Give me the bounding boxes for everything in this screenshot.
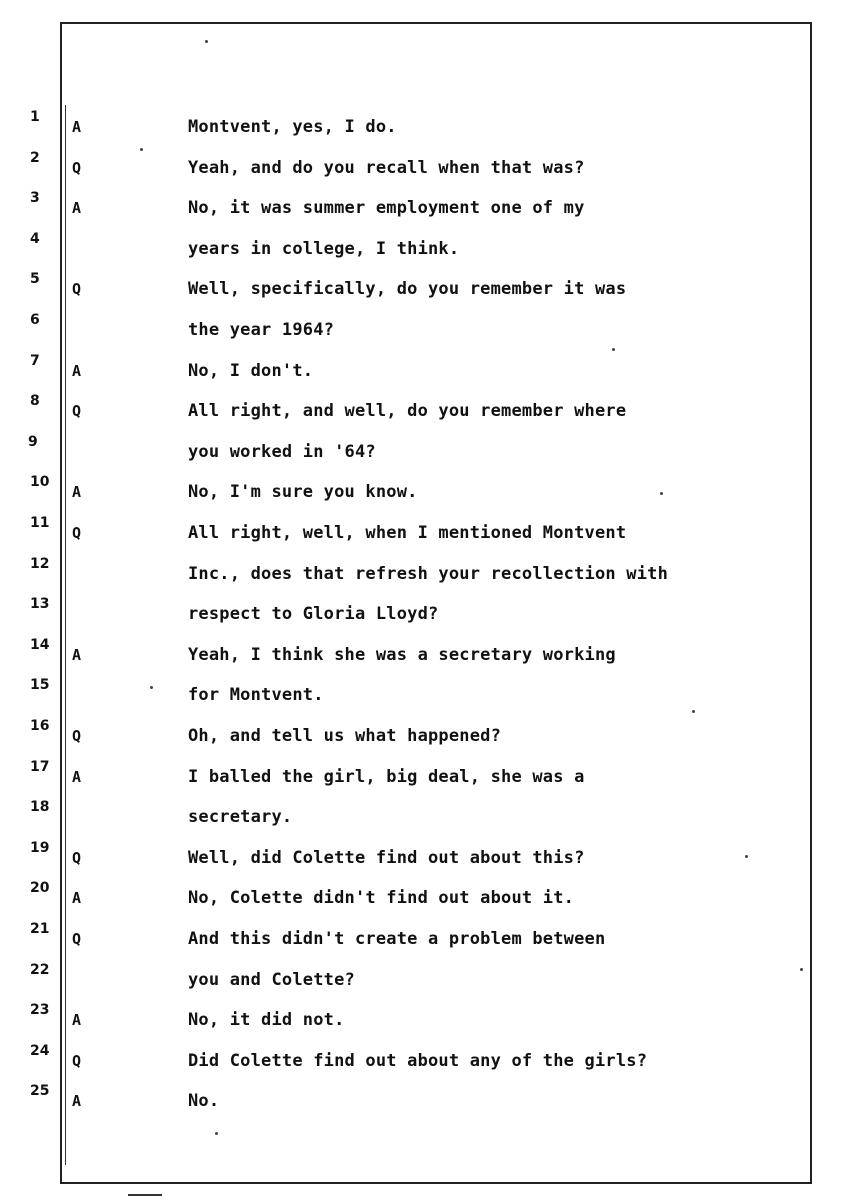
speaker-label: Q xyxy=(72,1051,82,1070)
transcript-line xyxy=(0,677,860,708)
line-number: 19 xyxy=(30,839,50,856)
speaker-label: A xyxy=(72,767,82,786)
testimony-text: the year 1964? xyxy=(188,320,335,340)
testimony-text: No, it was summer employment one of my xyxy=(188,198,585,219)
speaker-label: A xyxy=(72,1011,82,1030)
transcript-line xyxy=(0,1083,860,1114)
line-number: 1 xyxy=(30,109,40,125)
testimony-text: No, I'm sure you know. xyxy=(188,482,418,503)
line-number: 15 xyxy=(30,677,50,694)
transcript-line xyxy=(0,393,860,424)
testimony-text: Did Colette find out about any of the girls? xyxy=(188,1050,648,1071)
testimony-text: Yeah, I think she was a secretary working xyxy=(188,644,616,665)
line-number: 18 xyxy=(30,799,50,816)
transcript-line xyxy=(0,433,860,465)
transcript-line xyxy=(0,555,860,587)
testimony-text: No, it did not. xyxy=(188,1010,345,1031)
speaker-label: Q xyxy=(72,158,82,177)
scan-speck xyxy=(612,348,615,351)
transcript-line xyxy=(0,474,860,505)
transcript-line xyxy=(0,839,860,871)
scan-speck xyxy=(660,492,663,495)
transcript-line xyxy=(0,596,860,627)
transcript-line xyxy=(0,230,860,262)
testimony-text: No, Colette didn't find out about it. xyxy=(188,888,575,909)
speaker-label: Q xyxy=(72,727,82,745)
line-number: 14 xyxy=(30,636,50,653)
line-number: 23 xyxy=(30,1002,50,1019)
transcript-line xyxy=(0,636,860,668)
testimony-text: All right, and well, do you remember where xyxy=(188,401,627,422)
line-number: 24 xyxy=(30,1042,50,1059)
testimony-text: I balled the girl, big deal, she was a xyxy=(188,766,585,787)
transcript-line xyxy=(0,109,860,140)
testimony-text: All right, well, when I mentioned Montvent xyxy=(188,523,627,543)
transcript-line xyxy=(0,718,860,749)
speaker-label: Q xyxy=(72,848,82,867)
footer-mark xyxy=(128,1194,162,1196)
transcript-line xyxy=(0,312,860,343)
transcript-line xyxy=(0,1042,860,1074)
testimony-text: Yeah, and do you recall when that was? xyxy=(188,157,585,178)
scan-speck xyxy=(215,1132,218,1135)
line-number: 22 xyxy=(30,961,50,978)
line-number: 12 xyxy=(30,555,50,572)
line-number: 13 xyxy=(30,596,50,613)
speaker-label: Q xyxy=(72,280,82,299)
testimony-text: Oh, and tell us what happened? xyxy=(188,726,502,746)
scan-speck xyxy=(800,968,803,971)
testimony-text: you and Colette? xyxy=(188,969,355,990)
transcript-line xyxy=(0,190,860,221)
transcript-line xyxy=(0,149,860,181)
scan-speck xyxy=(692,710,695,713)
testimony-text: Montvent, yes, I do. xyxy=(188,117,397,137)
line-number: 20 xyxy=(30,880,50,897)
speaker-label: Q xyxy=(72,524,82,542)
transcript-line xyxy=(0,271,860,302)
transcript-line xyxy=(0,921,860,952)
scan-speck xyxy=(140,148,143,151)
speaker-label: Q xyxy=(72,402,82,421)
testimony-text: secretary. xyxy=(188,807,293,828)
line-number: 11 xyxy=(30,515,50,531)
transcript-line xyxy=(0,799,860,830)
line-number: 16 xyxy=(30,718,50,734)
line-number: 3 xyxy=(30,190,40,207)
speaker-label: Q xyxy=(72,930,82,948)
scan-speck xyxy=(150,686,153,689)
line-number: 10 xyxy=(30,474,50,491)
speaker-label: A xyxy=(72,1092,82,1111)
testimony-text: respect to Gloria Lloyd? xyxy=(188,604,439,625)
transcript-line xyxy=(0,352,860,384)
testimony-text: No. xyxy=(188,1091,220,1112)
transcript-line xyxy=(0,961,860,993)
line-number: 2 xyxy=(30,149,40,166)
testimony-text: And this didn't create a problem between xyxy=(188,929,606,949)
speaker-label: A xyxy=(72,361,82,380)
speaker-label: A xyxy=(72,199,82,218)
line-number: 6 xyxy=(30,312,40,328)
speaker-label: A xyxy=(72,483,82,502)
line-number: 7 xyxy=(30,352,40,369)
line-number: 4 xyxy=(30,230,40,247)
speaker-label: A xyxy=(72,889,82,908)
qa-margin-rule xyxy=(65,105,66,1165)
transcript-line xyxy=(0,880,860,911)
line-number: 25 xyxy=(30,1083,50,1100)
transcript-line xyxy=(0,758,860,790)
testimony-text: you worked in '64? xyxy=(188,441,376,462)
line-number: 17 xyxy=(30,758,50,775)
speaker-label: A xyxy=(72,645,82,664)
testimony-text: No, I don't. xyxy=(188,360,314,381)
transcript-line xyxy=(0,1002,860,1033)
testimony-text: Inc., does that refresh your recollection with xyxy=(188,563,669,584)
testimony-text: for Montvent. xyxy=(188,685,324,706)
speaker-label: A xyxy=(72,118,82,136)
testimony-text: Well, specifically, do you remember it was xyxy=(188,279,627,300)
transcript-line xyxy=(0,515,860,546)
testimony-text: Well, did Colette find out about this? xyxy=(188,847,585,868)
scan-speck xyxy=(205,40,208,43)
scan-speck xyxy=(745,855,748,858)
line-number: 5 xyxy=(30,271,40,288)
line-number: 21 xyxy=(30,921,50,937)
testimony-text: years in college, I think. xyxy=(188,238,460,259)
line-number: 8 xyxy=(30,393,40,410)
line-number: 9 xyxy=(28,433,38,450)
